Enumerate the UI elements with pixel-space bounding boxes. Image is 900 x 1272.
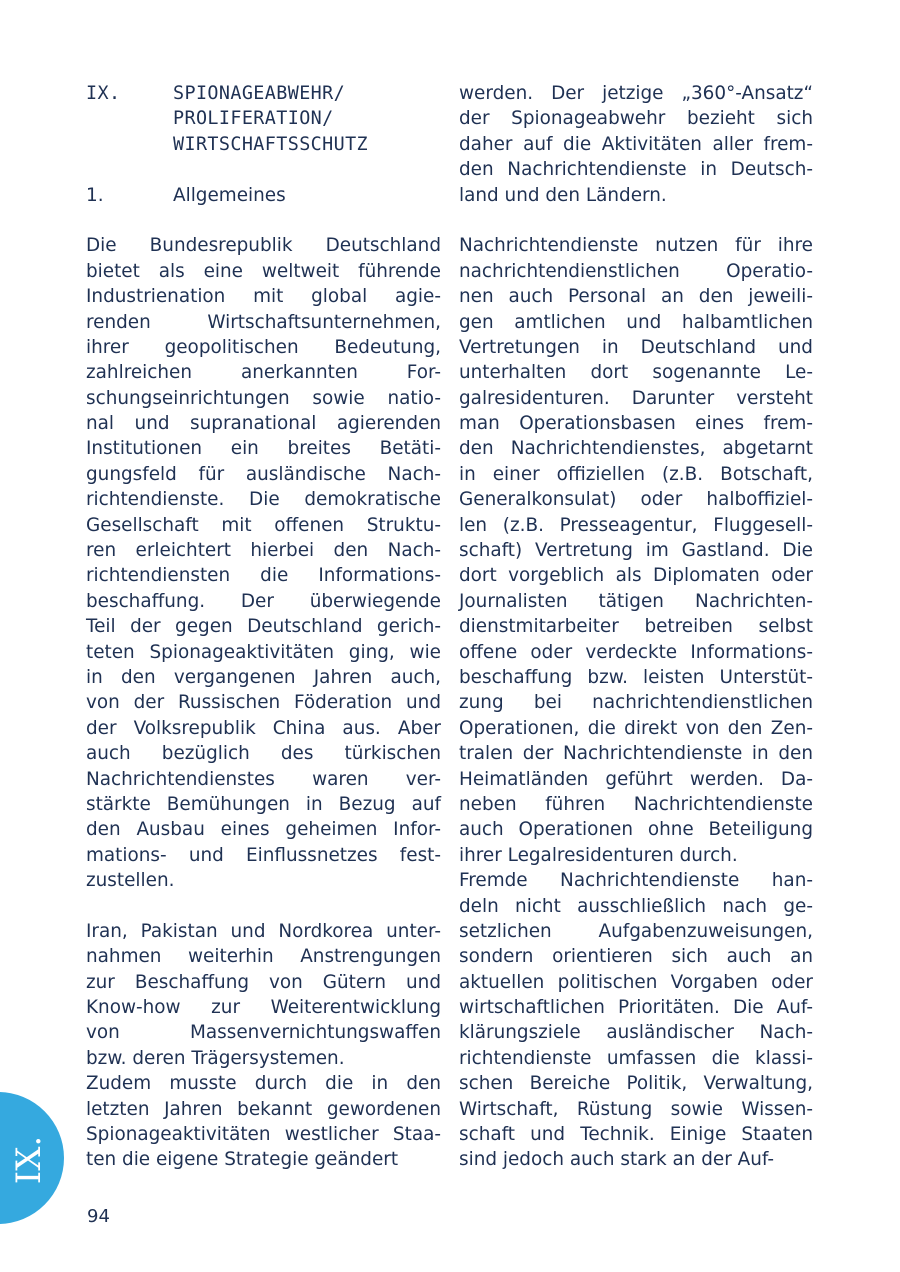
subsection-number: 1.: [86, 184, 104, 206]
paragraph: [459, 868, 813, 1173]
text-line: der Volksrepublik China aus. Aber: [86, 717, 441, 739]
section-title-line: PROLIFERATION/: [173, 108, 334, 130]
text-line: Know-how zur Weiterentwicklung: [86, 997, 441, 1019]
subsection-title: Allgemeines: [173, 184, 286, 206]
text-line: werden. Der jetzige „360°-Ansatz“: [459, 83, 813, 104]
text-line: auch bezüglich des türkischen: [86, 743, 441, 765]
text-line: Journalisten tätigen Nachrichten-: [459, 590, 813, 612]
text-line: Vertretungen in Deutschland und: [459, 336, 813, 358]
text-line: bzw. deren Trägersystemen.: [86, 1047, 345, 1069]
text-line: tralen der Nachrichtendienste in den: [459, 743, 813, 765]
text-line: Industrienation mit global agie-: [86, 286, 441, 308]
text-line: Gesellschaft mit offenen Struktu-: [86, 514, 441, 536]
text-line: Wirtschaft, Rüstung sowie Wissen-: [459, 1098, 813, 1120]
text-line: Heimatländen geführt werden. Da-: [459, 768, 813, 790]
text-line: man Operationsbasen eines frem-: [459, 413, 813, 435]
text-line: neben führen Nachrichtendienste: [459, 793, 813, 815]
paragraph: [86, 1071, 441, 1173]
text-line: ren erleichtert hierbei den Nach-: [86, 540, 441, 562]
page-number: 94: [87, 1206, 110, 1227]
text-line: ihrer geopolitischen Bedeutung,: [86, 336, 441, 358]
text-line: beschaffung bzw. leisten Unterstüt-: [459, 666, 813, 688]
text-line: offene oder verdeckte Informations-: [459, 641, 813, 663]
text-line: setzlichen Aufgabenzuweisungen,: [459, 920, 813, 942]
text-line: Fremde Nachrichtendienste han-: [459, 870, 813, 892]
text-line: len (z.B. Presseagentur, Fluggesell-: [459, 514, 813, 536]
text-line: zahlreichen anerkannten For-: [86, 362, 441, 384]
paragraph: [459, 81, 813, 208]
paragraph: [459, 233, 813, 868]
right-column: [459, 81, 813, 1173]
text-line: zustellen.: [86, 870, 175, 892]
text-line: nahmen weiterhin Anstrengungen: [86, 946, 441, 968]
section-title-line: SPIONAGEABWEHR/: [173, 83, 346, 104]
right-body-text: [459, 81, 813, 1173]
text-line: schaft und Technik. Einige Staaten: [459, 1124, 813, 1146]
text-line: schen Bereiche Politik, Verwaltung,: [459, 1073, 813, 1095]
text-line: klärungsziele ausländischer Nach-: [459, 1022, 813, 1044]
text-line: gungsfeld für ausländische Nach-: [86, 463, 441, 485]
text-line: Teil der gegen Deutschland gerich-: [86, 616, 441, 638]
text-line: schungseinrichtungen sowie natio-: [86, 387, 441, 409]
text-line: zur Beschaffung von Gütern und: [86, 971, 441, 993]
text-line: land und den Ländern.: [459, 184, 667, 206]
subsection-heading-line: [86, 183, 441, 208]
text-line: Spionageaktivitäten westlicher Staa-: [86, 1124, 441, 1146]
text-line: beschaffung. Der überwiegende: [86, 590, 441, 612]
text-line: wirtschaftlichen Prioritäten. Die Auf-: [459, 997, 813, 1019]
text-line: bietet als eine weltweit führende: [86, 260, 441, 282]
text-line: letzten Jahren bekannt gewordenen: [86, 1098, 441, 1120]
text-line: Zudem musste durch die in den: [86, 1073, 441, 1095]
text-line: daher auf die Aktivitäten aller frem-: [459, 133, 813, 155]
text-line: zung bei nachrichtendienstlichen: [459, 692, 813, 714]
text-line: von Massenvernichtungswaffen: [86, 1022, 441, 1044]
text-line: gen amtlichen und halbamtlichen: [459, 311, 813, 333]
text-line: Iran, Pakistan und Nordkorea unter-: [86, 920, 441, 942]
left-column: [86, 81, 441, 1173]
text-line: teten Spionageaktivitäten ging, wie: [86, 641, 441, 663]
subsection-heading: [86, 183, 441, 208]
text-line: deln nicht ausschließlich nach ge-: [459, 895, 813, 917]
text-line: schaft) Vertretung im Gastland. Die: [459, 540, 813, 562]
text-line: nal und supranational agierenden: [86, 413, 441, 435]
section-heading-line: [86, 81, 441, 106]
paragraph: [86, 919, 441, 1071]
text-line: aktuellen politischen Vorgaben oder: [459, 971, 813, 993]
text-line: Nachrichtendienstes waren ver-: [86, 768, 441, 790]
text-line: den Nachrichtendienstes, abgetarnt: [459, 438, 813, 460]
text-line: den Nachrichtendienste in Deutsch-: [459, 159, 813, 181]
text-line: nen auch Personal an den jeweili-: [459, 286, 813, 308]
text-line: den Ausbau eines geheimen Infor-: [86, 819, 441, 841]
text-line: renden Wirtschaftsunternehmen,: [86, 311, 441, 333]
paragraph: [86, 233, 441, 893]
left-body-text: [86, 233, 441, 1172]
chapter-tab-label: IX.: [9, 1135, 49, 1185]
text-line: richtendienste. Die demokratische: [86, 489, 441, 511]
text-line: Nachrichtendienste nutzen für ihre: [459, 235, 813, 257]
text-line: ten die eigene Strategie geändert: [86, 1149, 399, 1171]
text-line: unterhalten dort sogenannte Le-: [459, 362, 813, 384]
text-line: dort vorgeblich als Diplomaten oder: [459, 565, 813, 587]
text-line: von der Russischen Föderation und: [86, 692, 441, 714]
text-line: dienstmitarbeiter betreiben selbst: [459, 616, 813, 638]
section-heading-line: [86, 132, 441, 157]
text-line: Institutionen ein breites Betäti-: [86, 438, 441, 460]
section-heading-line: [86, 106, 441, 131]
section-heading: [86, 81, 441, 157]
text-line: ihrer Legalresidenturen durch.: [459, 844, 738, 866]
text-line: galresidenturen. Darunter versteht: [459, 387, 813, 409]
text-line: richtendiensten die Informations-: [86, 565, 441, 587]
text-line: auch Operationen ohne Beteiligung: [459, 819, 813, 841]
text-line: der Spionageabwehr bezieht sich: [459, 108, 813, 130]
text-line: Operationen, die direkt von den Zen-: [459, 717, 813, 739]
text-line: Die Bundesrepublik Deutschland: [86, 235, 441, 257]
text-line: Generalkonsulat) oder halboffiziel-: [459, 489, 813, 511]
text-line: in den vergangenen Jahren auch,: [86, 666, 441, 688]
text-line: nachrichtendienstlichen Operatio-: [459, 260, 813, 282]
text-line: mations- und Einflussnetzes fest-: [86, 844, 441, 866]
text-line: richtendienste umfassen die klassi-: [459, 1047, 813, 1069]
section-title-line: WIRTSCHAFTSSCHUTZ: [173, 133, 369, 155]
text-line: in einer offiziellen (z.B. Botschaft,: [459, 463, 813, 485]
text-line: sondern orientieren sich auch an: [459, 946, 813, 968]
text-line: stärkte Bemühungen in Bezug auf: [86, 793, 441, 815]
section-number: IX.: [86, 83, 121, 104]
text-line: sind jedoch auch stark an der Auf-: [459, 1149, 774, 1171]
